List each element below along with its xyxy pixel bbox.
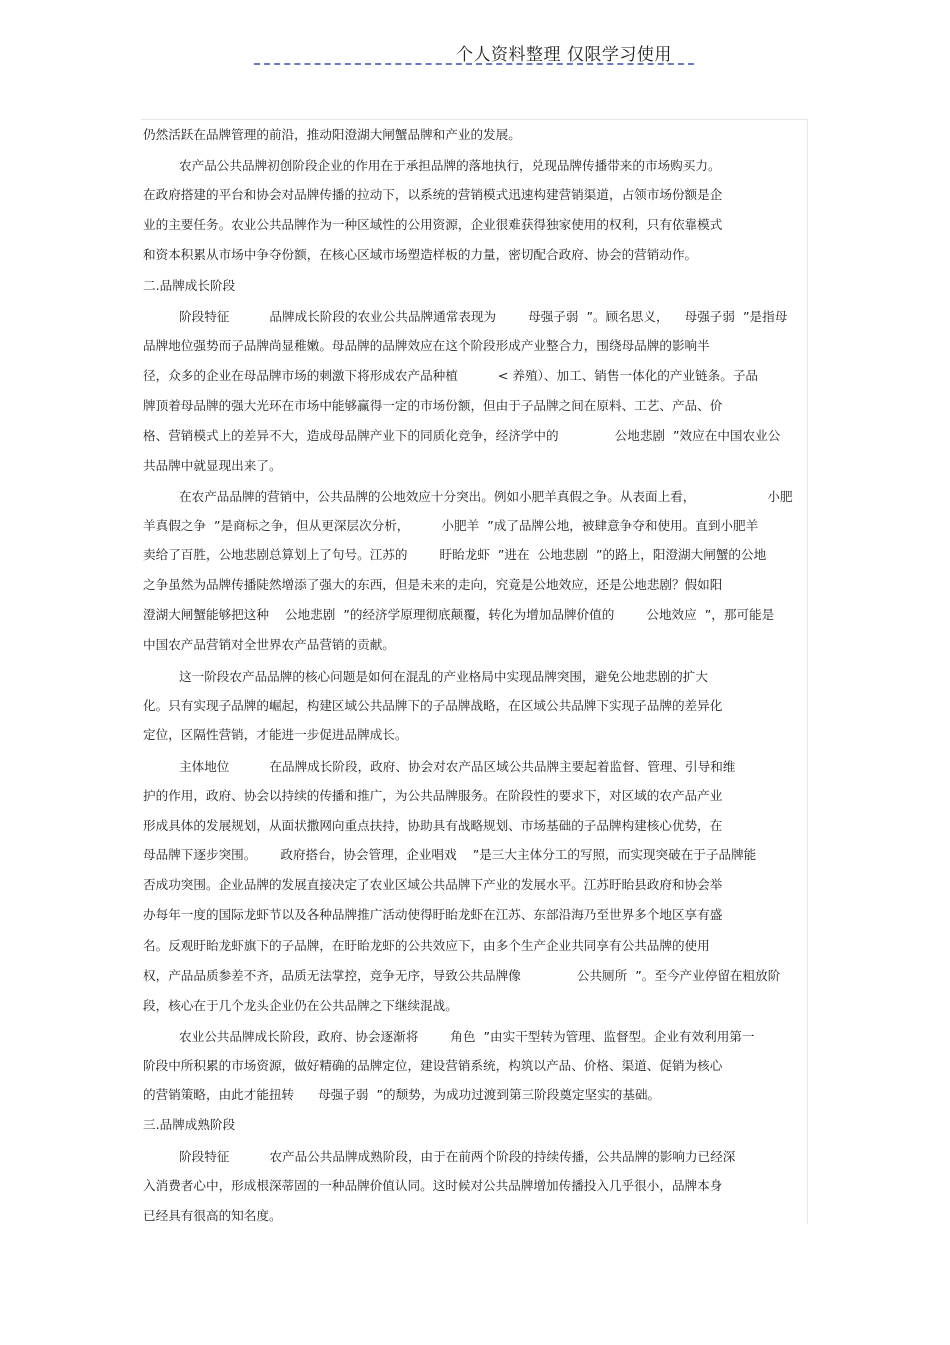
- text-line: 阶段特征 品牌成长阶段的农业公共品牌通常表现为 母强子弱 ”。顾名思义， 母强子弱 ”是指母: [179, 309, 788, 324]
- text-line: 的营销策略，由此才能扭转 母强子弱 ”的颓势，为成功过渡到第三阶段奠定坚实的基础。: [143, 1087, 661, 1102]
- text-line: 阶段中所积累的市场资源，做好精确的品牌定位，建设营销系统，构筑以产品、价格、渠道、促销为核心: [143, 1058, 723, 1073]
- text-line: 格、营销模式上的差异不大，造成母品牌产业下的同质化竞争，经济学中的 公地悲剧 ”效应在中国农业公: [143, 428, 781, 443]
- text-line: 权，产品品质参差不齐，品质无法掌控，竞争无序，导致公共品牌像 公共厕所 ”。至今产业停留在粗放阶: [143, 968, 781, 983]
- text-line: 已经具有很高的知名度。: [143, 1208, 282, 1223]
- text-line: 之争虽然为品牌传播陡然增添了强大的东西，但是未来的走向，究竟是公地效应，还是公地悲剧？假如阳: [143, 577, 723, 592]
- text-line: 澄湖大闸蟹能够把这种 公地悲剧 ”的经济学原理彻底颠覆，转化为增加品牌价值的 公地效应 ”，那可能是: [143, 607, 775, 622]
- text-line: 品牌地位强势而子品牌尚显稚嫩。母品牌的品牌效应在这个阶段形成产业整合力，围绕母品牌的影响半: [143, 338, 710, 353]
- text-line: 中国农产品营销对全世界农产品营销的贡献。: [143, 637, 395, 652]
- text-line: 名。反观盱眙龙虾旗下的子品牌，在盱眙龙虾的公共效应下，由多个生产企业共同享有公共品牌的使用: [143, 938, 710, 953]
- text-line: 羊真假之争 ”是商标之争，但从更深层次分析， 小肥羊 ”成了品牌公地，被肆意争夺和使用。直到小肥羊: [143, 518, 759, 533]
- text-line: 牌顶着母品牌的强大光环在市场中能够赢得一定的市场份额，但由于子品牌之间在原料、工艺、产品、价: [143, 398, 723, 413]
- text-line: 阶段特征 农产品公共品牌成熟阶段，由于在前两个阶段的持续传播，公共品牌的影响力已经深: [179, 1149, 736, 1164]
- text-line: 定位，区隔性营销，才能进一步促进品牌成长。: [143, 727, 408, 742]
- page-header-title: 个人资料整理 仅限学习使用: [456, 45, 672, 65]
- text-line: 卖给了百胜，公地悲剧总算划上了句号。江苏的 盱眙龙虾 ”进在 公地悲剧 ”的路上，阳澄湖大闸蟹的公地: [143, 547, 767, 562]
- text-line: 段，核心在于几个龙头企业仍在公共品牌之下继续混战。: [143, 998, 458, 1013]
- text-line: 否成功突围。企业品牌的发展直接决定了农业区域公共品牌下产业的发展水平。江苏盱眙县政府和协会举: [143, 877, 723, 892]
- text-line: 母品牌下逐步突围。 政府搭台，协会管理，企业唱戏 ”是三大主体分工的写照，而实现突破在于子品牌能: [143, 847, 757, 862]
- text-line: 在农产品品牌的营销中，公共品牌的公地效应十分突出。例如小肥羊真假之争。从表面上看， 小肥: [179, 489, 793, 504]
- text-line: 仍然活跃在品牌管理的前沿，推动阳澄湖大闸蟹品牌和产业的发展。: [143, 127, 521, 142]
- text-line: 农产品公共品牌初创阶段企业的作用在于承担品牌的落地执行，兑现品牌传播带来的市场购买力。: [179, 158, 721, 173]
- text-line: 农业公共品牌成长阶段，政府、协会逐渐将 角色 ”由实干型转为管理、监督型。企业有效利用第一: [179, 1029, 755, 1044]
- text-line: 办每年一度的国际龙虾节以及各种品牌推广活动使得盱眙龙虾在江苏、东部沿海乃至世界多个地区享有盛: [143, 907, 723, 922]
- text-line: 主体地位 在品牌成长阶段，政府、协会对农产品区域公共品牌主要起着监督、管理、引导和维: [179, 759, 736, 774]
- text-line: 业的主要任务。农业公共品牌作为一种区域性的公用资源，企业很难获得独家使用的权利，只有依靠模式: [143, 217, 723, 232]
- header-divider: [254, 63, 694, 65]
- text-line: 入消费者心中，形成根深蒂固的一种品牌价值认同。这时候对公共品牌增加传播投入几乎很小，品牌本身: [143, 1178, 723, 1193]
- text-line: 共品牌中就显现出来了。: [143, 458, 282, 473]
- text-line: 护的作用，政府、协会以持续的传播和推广，为公共品牌服务。在阶段性的要求下，对区域的农产品产业: [143, 788, 723, 803]
- text-line: 形成具体的发展规划，从面状撒网向重点扶持，协助具有战略规划、市场基础的子品牌构建核心优势，在: [143, 818, 723, 833]
- text-line: 这一阶段农产品品牌的核心问题是如何在混乱的产业格局中实现品牌突围，避免公地悲剧的扩大: [179, 669, 708, 684]
- text-line: 在政府搭建的平台和协会对品牌传播的拉动下，以系统的营销模式迅速构建营销渠道，占领市场份额是企: [143, 187, 723, 202]
- section-heading: 三.品牌成熟阶段: [143, 1117, 236, 1132]
- text-line: 径，众多的企业在母品牌市场的刺激下将形成农产品种植 < 养殖）、加工、销售一体化的产业链条。子品: [143, 368, 759, 383]
- section-heading: 二.品牌成长阶段: [143, 278, 236, 293]
- text-line: 和资本积累从市场中争夺份额，在核心区域市场塑造样板的力量，密切配合政府、协会的营销动作。: [143, 247, 698, 262]
- text-line: 化。只有实现子品牌的崛起，构建区域公共品牌下的子品牌战略，在区域公共品牌下实现子品牌的差异化: [143, 698, 723, 713]
